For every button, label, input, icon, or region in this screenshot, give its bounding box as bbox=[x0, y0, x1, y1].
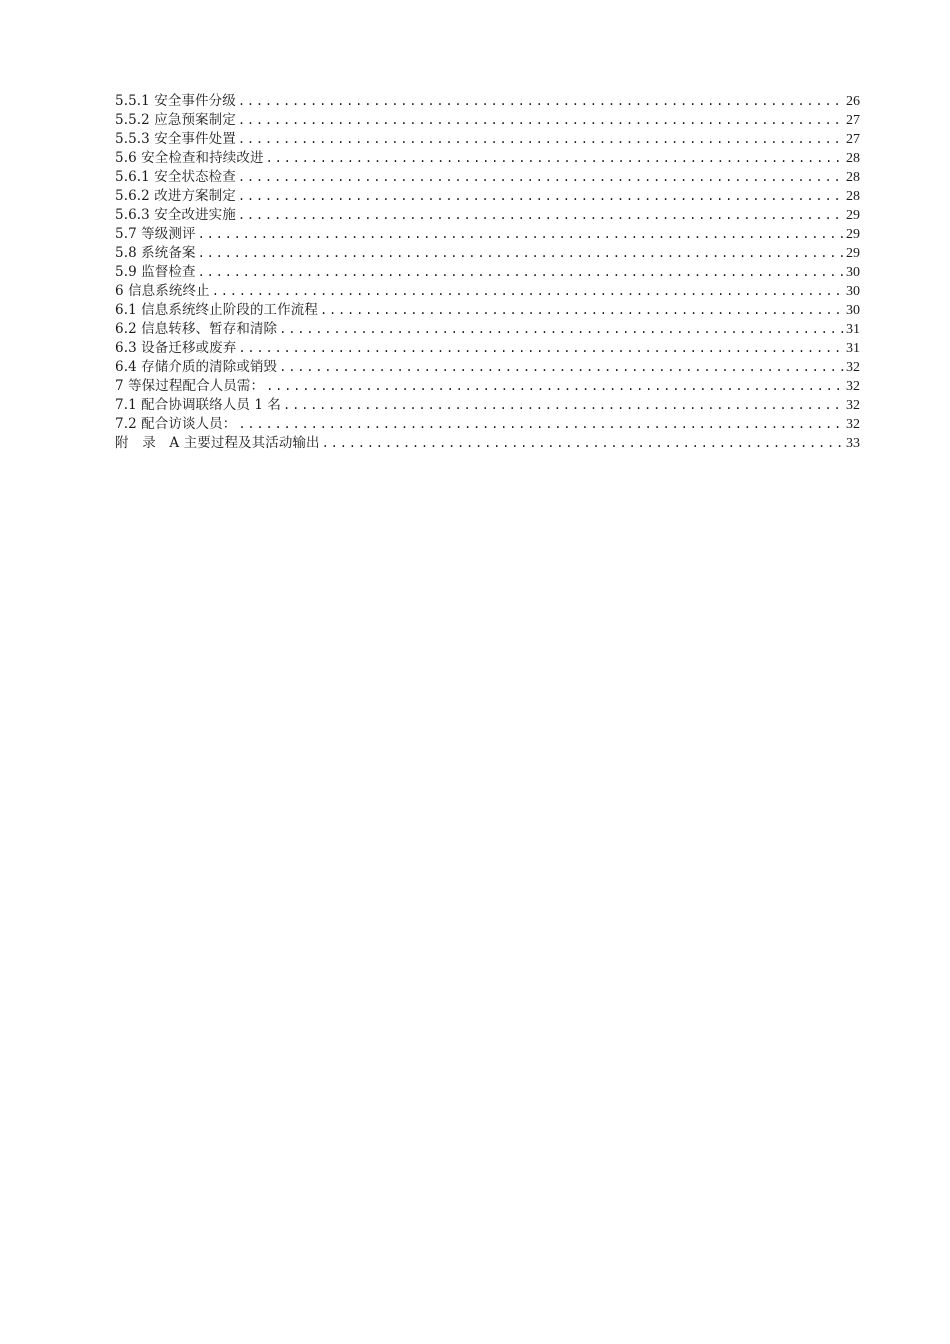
toc-entry[interactable] bbox=[115, 301, 860, 320]
toc-entry-title: 5.7 等级测评 bbox=[115, 226, 196, 242]
toc-dot-leader bbox=[238, 206, 844, 225]
toc-entry[interactable] bbox=[115, 244, 860, 263]
toc-dot-leader bbox=[279, 320, 844, 339]
toc-entry-title: 5.6 安全检查和持续改进 bbox=[115, 150, 264, 166]
toc-entry-title: 6.4 存储介质的清除或销毁 bbox=[115, 359, 278, 375]
toc-dot-leader bbox=[238, 130, 844, 149]
toc-entry[interactable] bbox=[115, 225, 860, 244]
toc-entry-title: 5.5.1 安全事件分级 bbox=[115, 93, 236, 109]
toc-entry-page: 30 bbox=[846, 265, 860, 280]
toc-entry-page: 31 bbox=[846, 341, 860, 356]
toc-dot-leader bbox=[238, 92, 844, 111]
toc-entry[interactable] bbox=[115, 149, 860, 168]
toc-entry-title: 5.9 监督检查 bbox=[115, 264, 196, 280]
toc-entry-title: 7.1 配合协调联络人员 1 名 bbox=[115, 397, 282, 413]
toc-entry-title: 5.5.2 应急预案制定 bbox=[115, 112, 236, 128]
toc-entry-page: 28 bbox=[846, 151, 860, 166]
toc-entry-title: 附 录 A 主要过程及其活动输出 bbox=[115, 435, 320, 451]
toc-entry[interactable] bbox=[115, 263, 860, 282]
toc-entry-title: 5.6.3 安全改进实施 bbox=[115, 207, 236, 223]
toc-dot-leader bbox=[320, 301, 844, 320]
toc-entry[interactable] bbox=[115, 358, 860, 377]
toc-entry-title: 5.5.3 安全事件处置 bbox=[115, 131, 236, 147]
toc-entry-page: 32 bbox=[846, 398, 860, 413]
toc-entry-page: 29 bbox=[846, 246, 860, 261]
toc-entry-page: 32 bbox=[846, 379, 860, 394]
toc-entry-title: 6.3 设备迁移或废弃 bbox=[115, 340, 237, 356]
toc-entry-title: 5.8 系统备案 bbox=[115, 245, 196, 261]
toc-entry-page: 27 bbox=[846, 132, 860, 147]
toc-entry[interactable] bbox=[115, 282, 860, 301]
toc-entry-page: 28 bbox=[846, 170, 860, 185]
toc-entry-page: 26 bbox=[846, 94, 860, 109]
toc-dot-leader bbox=[266, 377, 844, 396]
toc-dot-leader bbox=[198, 244, 844, 263]
toc-entry-page: 32 bbox=[846, 417, 860, 432]
toc-entry[interactable] bbox=[115, 415, 860, 434]
toc-entry-page: 29 bbox=[846, 227, 860, 242]
toc-entry[interactable] bbox=[115, 92, 860, 111]
toc-entry-page: 30 bbox=[846, 284, 860, 299]
toc-entry-page: 29 bbox=[846, 208, 860, 223]
toc-entry-title: 5.6.1 安全状态检查 bbox=[115, 169, 236, 185]
toc-entry-title: 6.1 信息系统终止阶段的工作流程 bbox=[115, 302, 318, 318]
toc-entry-page: 27 bbox=[846, 113, 860, 128]
toc-dot-leader bbox=[283, 396, 844, 415]
toc-entry-title: 6.2 信息转移、暂存和清除 bbox=[115, 321, 278, 337]
toc-dot-leader bbox=[198, 263, 844, 282]
toc-dot-leader bbox=[212, 282, 844, 301]
toc-entry[interactable] bbox=[115, 187, 860, 206]
toc-entry[interactable] bbox=[115, 206, 860, 225]
toc-dot-leader bbox=[198, 225, 844, 244]
toc-entry[interactable] bbox=[115, 339, 860, 358]
toc-entry[interactable] bbox=[115, 396, 860, 415]
toc-entry[interactable] bbox=[115, 434, 860, 453]
toc-entry-page: 30 bbox=[846, 303, 860, 318]
toc-dot-leader bbox=[238, 339, 844, 358]
toc-dot-leader bbox=[279, 358, 844, 377]
toc-entry[interactable] bbox=[115, 320, 860, 339]
toc-entry-title: 6 信息系统终止 bbox=[115, 283, 210, 299]
toc-entry-page: 31 bbox=[846, 322, 860, 337]
toc-entry[interactable] bbox=[115, 111, 860, 130]
table-of-contents bbox=[115, 92, 860, 453]
toc-dot-leader bbox=[238, 111, 844, 130]
toc-entry-title: 7 等保过程配合人员需： bbox=[115, 378, 265, 394]
toc-dot-leader bbox=[238, 415, 844, 434]
toc-entry[interactable] bbox=[115, 168, 860, 187]
toc-entry[interactable] bbox=[115, 130, 860, 149]
toc-dot-leader bbox=[238, 168, 844, 187]
toc-entry[interactable] bbox=[115, 377, 860, 396]
toc-entry-page: 33 bbox=[846, 436, 860, 451]
toc-dot-leader bbox=[266, 149, 844, 168]
toc-entry-title: 7.2 配合访谈人员： bbox=[115, 416, 237, 432]
toc-entry-page: 28 bbox=[846, 189, 860, 204]
toc-entry-title: 5.6.2 改进方案制定 bbox=[115, 188, 236, 204]
toc-dot-leader bbox=[322, 434, 844, 453]
toc-dot-leader bbox=[238, 187, 844, 206]
toc-entry-page: 32 bbox=[846, 360, 860, 375]
